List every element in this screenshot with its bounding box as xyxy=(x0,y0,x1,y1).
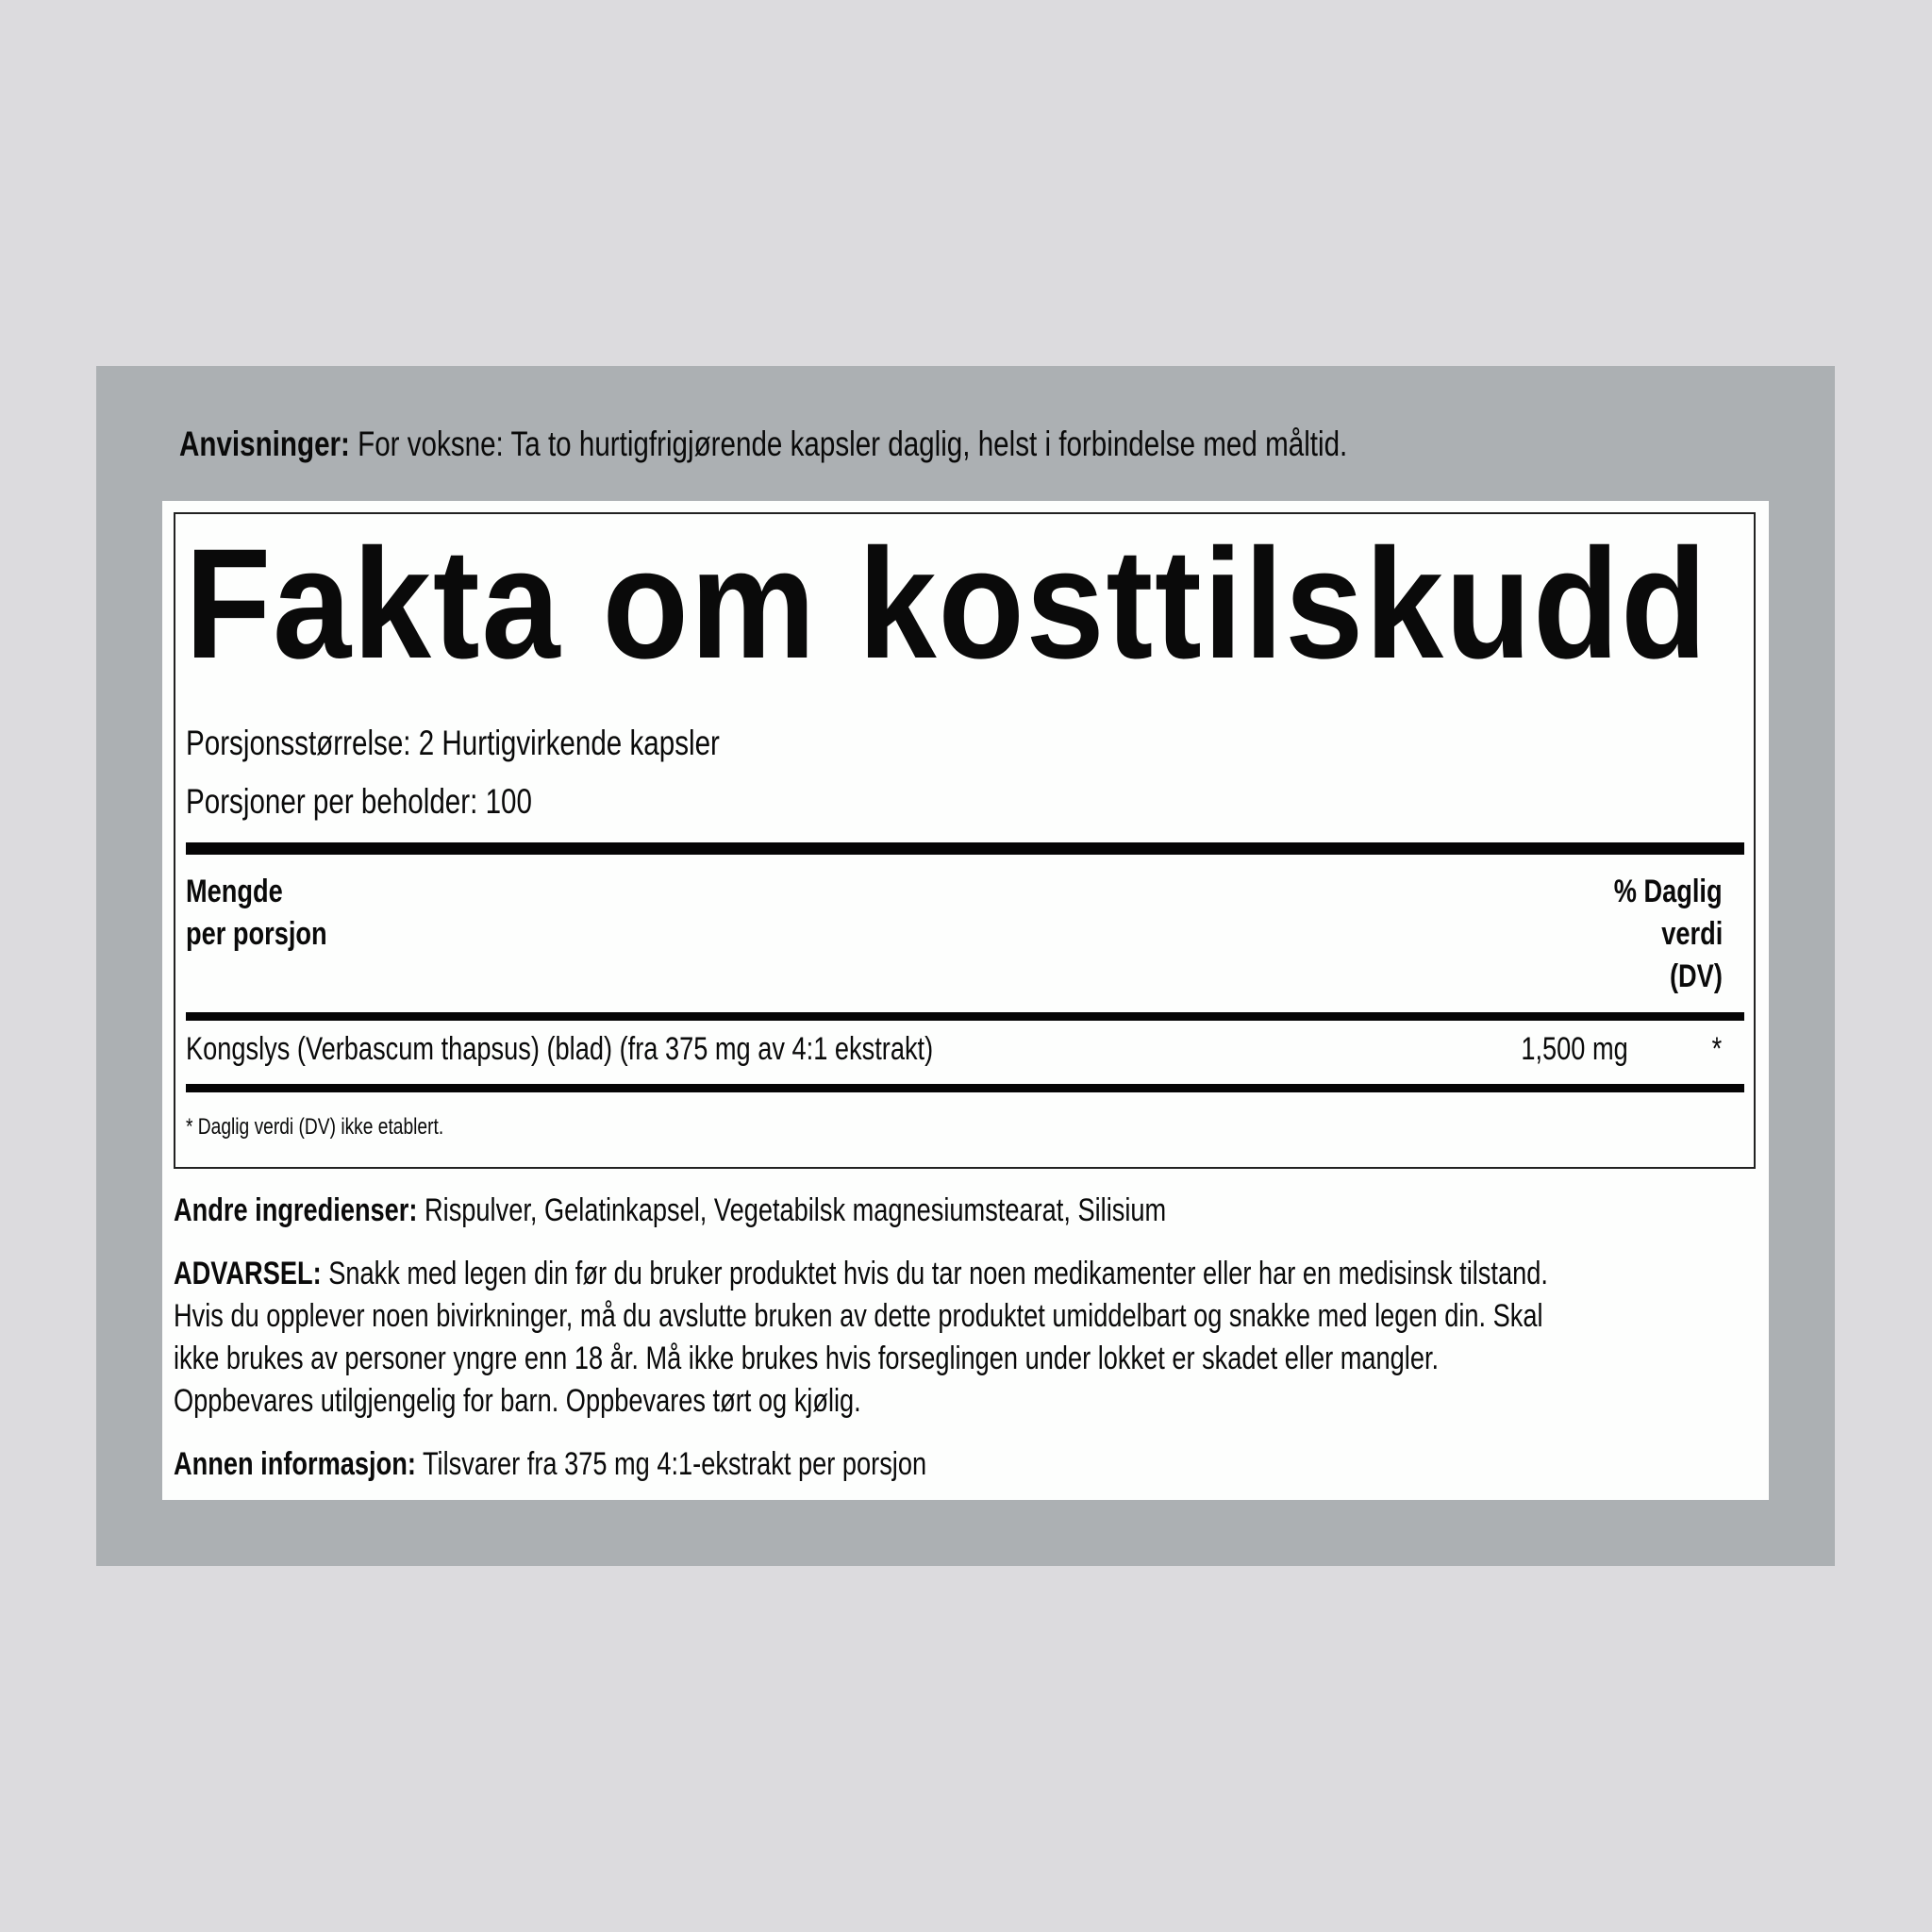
directions-text: For voksne: Ta to hurtigfrigjørende kapsler daglig, helst i forbindelse med måltid. xyxy=(349,425,1348,463)
dv-footnote: * Daglig verdi (DV) ikke etablert. xyxy=(186,1114,444,1140)
other-info-label: Annen informasjon: xyxy=(174,1446,416,1482)
ingredient-dv: * xyxy=(1711,1031,1722,1067)
servings-per-container: Porsjoner per beholder: 100 xyxy=(186,782,532,821)
other-ingredients-text: Rispulver, Gelatinkapsel, Vegetabilsk magnesiumstearat, Silisium xyxy=(417,1192,1167,1228)
thick-divider xyxy=(186,842,1744,855)
other-ingredients-label: Andre ingredienser: xyxy=(174,1192,418,1228)
warning-line2: Hvis du opplever noen bivirkninger, må du avslutte bruken av dette produktet umiddelbart og snakke med legen din. Skal xyxy=(174,1298,1543,1334)
amount-header-line2: per porsjon xyxy=(186,916,327,952)
warning-label: ADVARSEL: xyxy=(174,1256,322,1291)
ingredient-name: Kongslys (Verbascum thapsus) (blad) (fra 375 mg av 4:1 ekstrakt) xyxy=(186,1031,934,1067)
directions-label: Anvisninger: xyxy=(179,425,350,463)
ingredient-amount: 1,500 mg xyxy=(1521,1031,1628,1067)
other-ingredients xyxy=(174,1194,1166,1226)
header-divider xyxy=(186,1012,1744,1021)
warning-line1 xyxy=(174,1257,1548,1290)
dv-header-line2: verdi xyxy=(1660,916,1723,952)
row-divider xyxy=(186,1084,1744,1092)
dv-header-line3: (DV) xyxy=(1670,958,1723,994)
directions xyxy=(179,426,1347,461)
other-info-text: Tilsvarer fra 375 mg 4:1-ekstrakt per porsjon xyxy=(415,1446,927,1482)
amount-header-line1: Mengde xyxy=(186,874,283,909)
warning-line4: Oppbevares utilgjengelig for barn. Oppbevares tørt og kjølig. xyxy=(174,1383,861,1419)
warning-text-1: Snakk med legen din før du bruker produktet hvis du tar noen medikamenter eller har en medisinsk tilstand. xyxy=(321,1256,1548,1291)
other-info xyxy=(174,1448,926,1480)
facts-title: Fakta om kosttilskudd xyxy=(185,517,1709,691)
dv-header-line1: % Daglig xyxy=(1614,874,1723,909)
warning-line3: ikke brukes av personer yngre enn 18 år. Må ikke brukes hvis forseglingen under lokket er skadet eller mangler. xyxy=(174,1341,1440,1376)
serving-size: Porsjonsstørrelse: 2 Hurtigvirkende kapsler xyxy=(186,724,720,762)
